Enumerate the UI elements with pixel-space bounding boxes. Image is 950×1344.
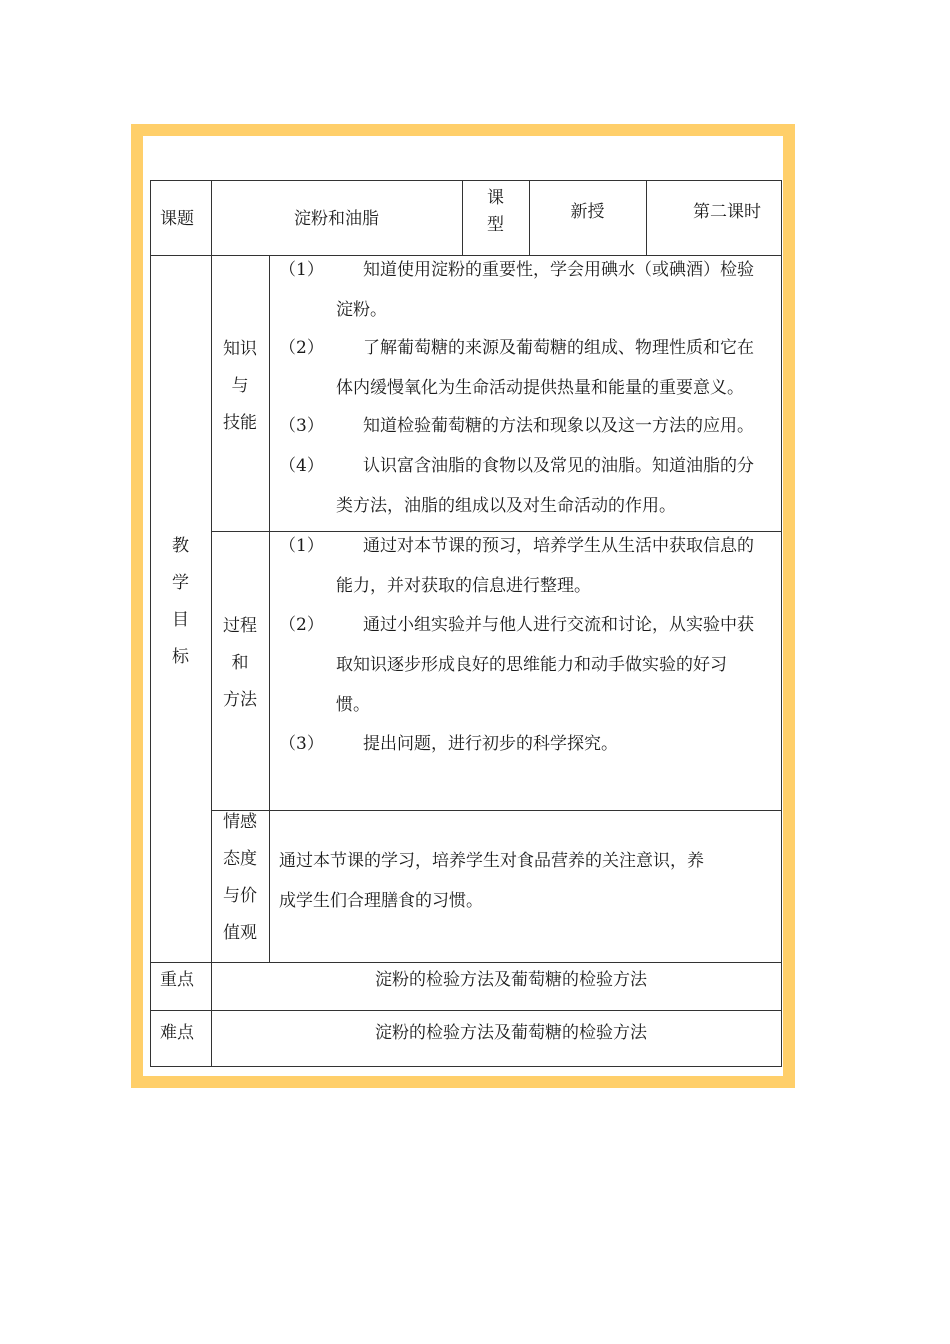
item-number: （1） xyxy=(279,260,324,280)
item-text: 惯。 xyxy=(336,695,370,715)
attitude-label-line: 情感 xyxy=(223,812,257,832)
item-number: （3） xyxy=(279,416,324,436)
objectives-label xyxy=(150,528,211,676)
item-text: 提出问题，进行初步的科学探究。 xyxy=(363,734,618,754)
topic-value: 淀粉和油脂 xyxy=(294,209,379,229)
item-text: 了解葡萄糖的来源及葡萄糖的组成、物理性质和它在 xyxy=(363,338,754,358)
item-text: 取知识逐步形成良好的思维能力和动手做实验的好习 xyxy=(336,655,727,675)
attitude-label-line: 与价 xyxy=(223,886,257,906)
knowledge-label-line: 知识 xyxy=(223,339,257,359)
process-label xyxy=(211,608,269,719)
difficult-point-label: 难点 xyxy=(160,1023,194,1043)
item-text: 体内缓慢氧化为生命活动提供热量和能量的重要意义。 xyxy=(336,378,744,398)
lesson-type-label-2: 型 xyxy=(487,215,504,235)
attitude-label-line: 态度 xyxy=(223,849,257,869)
item-text: 能力，并对获取的信息进行整理。 xyxy=(336,576,591,596)
process-label-line: 和 xyxy=(231,653,249,673)
attitude-text: 通过本节课的学习，培养学生对食品营养的关注意识，养 xyxy=(279,851,704,871)
objectives-label-line: 目 xyxy=(172,610,189,630)
item-number: （4） xyxy=(279,456,324,476)
item-number: （3） xyxy=(279,734,324,754)
item-text: 认识富含油脂的食物以及常见的油脂。知道油脂的分 xyxy=(363,456,754,476)
item-text: 类方法，油脂的组成以及对生命活动的作用。 xyxy=(336,496,676,516)
attitude-label-line: 值观 xyxy=(223,923,257,943)
attitude-label xyxy=(211,804,269,952)
item-text: 知道检验葡萄糖的方法和现象以及这一方法的应用。 xyxy=(363,416,754,436)
knowledge-label xyxy=(211,331,269,442)
item-number: （2） xyxy=(279,615,324,635)
objectives-label-line: 标 xyxy=(172,647,189,667)
lesson-type-label-1: 课 xyxy=(487,188,504,208)
difficult-point-value: 淀粉的检验方法及葡萄糖的检验方法 xyxy=(375,1023,647,1043)
item-text: 淀粉。 xyxy=(336,300,387,320)
objectives-label-line: 教 xyxy=(172,536,189,556)
lesson-type-value: 新授 xyxy=(570,202,605,222)
attitude-text: 成学生们合理膳食的习惯。 xyxy=(279,891,483,911)
item-number: （1） xyxy=(279,536,324,556)
knowledge-label-line: 与 xyxy=(231,376,249,396)
process-label-line: 过程 xyxy=(223,616,257,636)
process-label-line: 方法 xyxy=(223,690,257,710)
item-text: 通过对本节课的预习，培养学生从生活中获取信息的 xyxy=(363,536,754,556)
key-point-value: 淀粉的检验方法及葡萄糖的检验方法 xyxy=(375,970,647,990)
item-number: （2） xyxy=(279,338,324,358)
item-text: 知道使用淀粉的重要性，学会用碘水（或碘酒）检验 xyxy=(363,260,754,280)
objectives-label-line: 学 xyxy=(172,573,189,593)
key-point-label: 重点 xyxy=(160,970,194,990)
item-text: 通过小组实验并与他人进行交流和讨论，从实验中获 xyxy=(363,615,754,635)
knowledge-label-line: 技能 xyxy=(223,413,257,433)
topic-label: 课题 xyxy=(160,209,194,229)
class-period: 第二课时 xyxy=(693,202,761,222)
